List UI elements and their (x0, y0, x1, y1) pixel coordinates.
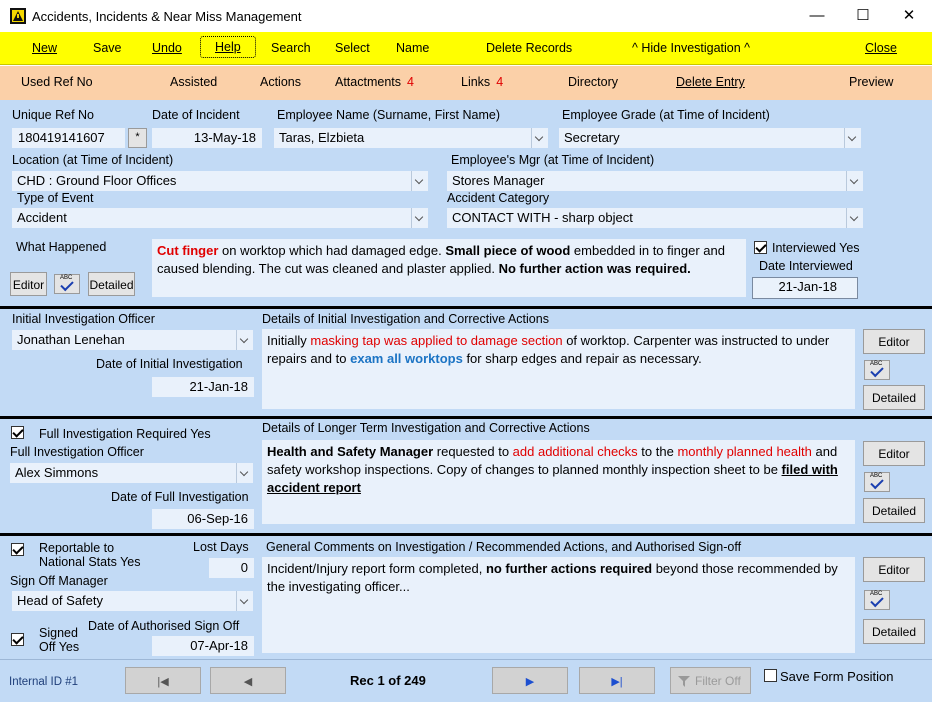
attachments-count-badge: 4 (407, 75, 414, 89)
what-happened-text: on worktop which had damaged edge. (218, 243, 446, 258)
date-of-incident-label: Date of Incident (152, 108, 240, 122)
previous-record-icon: ◀ (243, 676, 253, 688)
signed-off-label-line1: Signed (39, 626, 78, 640)
delete-entry-button[interactable]: Delete Entry (676, 75, 745, 89)
initial-officer-value: Jonathan Lenehan (17, 332, 125, 347)
directory-button[interactable]: Directory (568, 75, 619, 89)
initial-details-memo[interactable] (262, 329, 855, 409)
full-details-emphasis: filed with accident report (267, 462, 838, 495)
accident-category-label: Accident Category (447, 191, 550, 205)
chevron-down-icon[interactable] (236, 330, 253, 350)
ref-no-label: Unique Ref No (12, 108, 94, 122)
ref-no-field[interactable]: 180419141607 (12, 128, 125, 148)
full-detailed-button[interactable]: Detailed (863, 498, 925, 523)
attachments-label: Attactments (335, 75, 401, 89)
app-logo-icon (10, 8, 26, 24)
initial-details-label: Details of Initial Investigation and Corrective Actions (262, 312, 549, 326)
what-happened-detailed-button[interactable]: Detailed (88, 272, 135, 296)
initial-details-text: Initially (267, 333, 311, 348)
lost-days-label: Lost Days (193, 540, 249, 554)
signed-off-label-line2: Off Yes (39, 640, 80, 654)
reportable-label-line1: Reportable to (39, 541, 115, 555)
filter-icon (678, 675, 690, 686)
comments-bold: no further actions required (485, 561, 653, 576)
record-counter: Rec 1 of 249 (350, 673, 426, 688)
spellcheck-icon[interactable]: ABC (864, 360, 890, 380)
initial-detailed-button[interactable]: Detailed (863, 385, 925, 410)
menu-undo[interactable]: Undo (152, 41, 182, 55)
full-officer-value: Alex Simmons (15, 465, 99, 480)
accident-category-value: CONTACT WITH - sharp object (452, 210, 633, 225)
last-record-icon: ▶| (611, 676, 623, 688)
chevron-down-icon[interactable] (846, 171, 863, 191)
employee-mgr-label: Employee's Mgr (at Time of Incident) (451, 153, 655, 167)
filter-off-label: Filter Off (695, 674, 741, 688)
initial-details-text-2: of worktop. Carpenter was instructed to under repairs and to (267, 333, 830, 366)
secondary-toolbar (0, 66, 932, 100)
date-interviewed-label: Date Interviewed (759, 259, 853, 273)
accident-category-combo[interactable] (447, 208, 863, 228)
incident-details-panel (0, 100, 932, 306)
signoff-date-field[interactable]: 07-Apr-18 (152, 636, 254, 656)
full-details-text-3: and safety workshop inspections. Copy of changes to planned monthly inspection sheet to be (267, 444, 838, 477)
signoff-manager-label: Sign Off Manager (10, 574, 108, 588)
initial-officer-label: Initial Investigation Officer (12, 312, 155, 326)
previous-record-button[interactable] (210, 667, 286, 694)
full-investigation-required-label: Full Investigation Required Yes (39, 427, 211, 441)
what-happened-conclusion: No further action was required. (498, 261, 691, 276)
employee-grade-label: Employee Grade (at Time of Incident) (562, 108, 770, 122)
what-happened-bold: Small piece of wood (445, 243, 571, 258)
signed-off-checkbox[interactable] (11, 633, 24, 646)
save-form-position-checkbox[interactable] (764, 669, 777, 682)
full-officer-label: Full Investigation Officer (10, 445, 144, 459)
links-count-badge: 4 (496, 75, 504, 89)
initial-editor-button[interactable]: Editor (863, 329, 925, 354)
close-window-button[interactable]: ✕ (902, 7, 916, 24)
comments-text-2: beyond those recommended by the investigating officer... (267, 561, 838, 594)
full-officer-combo[interactable] (10, 463, 253, 483)
what-happened-label: What Happened (16, 240, 107, 254)
what-happened-highlight: Cut finger (157, 243, 219, 258)
chevron-down-icon[interactable] (236, 463, 253, 483)
full-details-bold: Health and Safety Manager (267, 444, 434, 459)
event-type-label: Type of Event (17, 191, 94, 205)
last-record-button[interactable] (579, 667, 655, 694)
initial-details-text-3: for sharp edges and repair as necessary. (462, 351, 702, 366)
first-record-icon: |◀ (157, 676, 169, 688)
next-record-icon: ▶ (525, 676, 535, 688)
minimize-button[interactable]: — (809, 7, 825, 24)
interviewed-checkbox[interactable] (754, 241, 767, 254)
spellcheck-icon[interactable]: ABC (864, 472, 890, 492)
initial-details-highlight: masking tap was applied to damage section (310, 333, 563, 348)
event-type-value: Accident (17, 210, 67, 225)
maximize-button[interactable]: ☐ (856, 7, 870, 24)
what-happened-text-2: embedded in to finger and caused blending. The cut was cleaned and plaster applied. (157, 243, 725, 276)
initial-date-label: Date of Initial Investigation (96, 357, 243, 371)
menu-select[interactable]: Select (335, 41, 370, 55)
new-ref-button[interactable]: * (128, 128, 147, 148)
employee-grade-combo[interactable] (559, 128, 861, 148)
chevron-down-icon[interactable] (411, 171, 428, 191)
next-record-button[interactable] (492, 667, 568, 694)
lost-days-field[interactable]: 0 (209, 558, 254, 578)
chevron-down-icon[interactable] (236, 591, 253, 611)
initial-officer-combo[interactable] (12, 330, 253, 350)
initial-date-field[interactable]: 21-Jan-18 (152, 377, 254, 397)
save-form-position-label: Save Form Position (780, 669, 894, 684)
actions-button[interactable]: Actions (260, 75, 301, 89)
menu-search[interactable]: Search (271, 41, 311, 55)
initial-investigation-panel (0, 309, 932, 416)
menu-save[interactable]: Save (93, 41, 122, 55)
signoff-editor-button[interactable]: Editor (863, 557, 925, 582)
menu-hide-investigation[interactable]: ^ Hide Investigation ^ (632, 41, 751, 55)
window-title: Accidents, Incidents & Near Miss Management (32, 9, 302, 24)
what-happened-memo[interactable] (152, 239, 746, 297)
full-details-highlight: add additional checks (512, 444, 638, 459)
interviewed-label: Interviewed Yes (772, 241, 860, 255)
menu-help[interactable]: Help (200, 36, 256, 58)
reportable-label-line2: National Stats Yes (39, 555, 141, 569)
menu-delete-records[interactable]: Delete Records (486, 41, 573, 55)
full-details-text-2: to the (637, 444, 678, 459)
menu-name[interactable]: Name (396, 41, 430, 55)
date-interviewed-field[interactable]: 21-Jan-18 (752, 277, 858, 299)
signoff-detailed-button[interactable]: Detailed (863, 619, 925, 644)
signoff-date-label: Date of Authorised Sign Off (88, 619, 240, 633)
internal-id-label: Internal ID #1 (9, 676, 79, 688)
full-date-field[interactable]: 06-Sep-16 (152, 509, 254, 529)
full-details-label: Details of Longer Term Investigation and Corrective Actions (262, 421, 590, 435)
spellcheck-icon[interactable]: ABC (864, 590, 890, 610)
assisted-button[interactable]: Assisted (170, 75, 218, 89)
employee-name-label: Employee Name (Surname, First Name) (277, 108, 500, 122)
full-details-text: requested to (433, 444, 513, 459)
what-happened-editor-button[interactable]: Editor (10, 272, 47, 296)
full-investigation-checkbox[interactable] (11, 426, 24, 439)
title-bar (0, 0, 932, 32)
comments-text: Incident/Injury report form completed, (267, 561, 486, 576)
full-date-label: Date of Full Investigation (111, 490, 249, 504)
links-label: Links (461, 75, 491, 89)
date-of-incident-field[interactable]: 13-May-18 (152, 128, 262, 148)
signoff-manager-combo[interactable] (12, 591, 253, 611)
employee-mgr-value: Stores Manager (452, 173, 545, 188)
full-investigation-panel (0, 419, 932, 533)
first-record-button[interactable] (125, 667, 201, 694)
chevron-down-icon[interactable] (531, 128, 548, 148)
employee-grade-value: Secretary (564, 130, 620, 145)
filter-off-button[interactable] (670, 667, 751, 694)
employee-name-combo[interactable] (274, 128, 548, 148)
full-details-highlight-2: monthly planned health (677, 444, 812, 459)
used-ref-no-button[interactable]: Used Ref No (21, 75, 93, 89)
attachments-button[interactable] (335, 75, 414, 89)
chevron-down-icon[interactable] (846, 208, 863, 228)
chevron-down-icon[interactable] (411, 208, 428, 228)
initial-details-emphasis: exam all worktops (350, 351, 463, 366)
employee-name-value: Taras, Elzbieta (279, 130, 365, 145)
menu-new[interactable]: New (32, 41, 58, 55)
links-button[interactable] (461, 75, 503, 89)
spellcheck-icon[interactable]: ABC (54, 274, 80, 294)
signoff-manager-value: Head of Safety (17, 593, 103, 608)
full-editor-button[interactable]: Editor (863, 441, 925, 466)
employee-mgr-combo[interactable] (447, 171, 863, 191)
event-type-combo[interactable] (12, 208, 428, 228)
location-combo[interactable] (12, 171, 428, 191)
location-label: Location (at Time of Incident) (12, 153, 174, 167)
chevron-down-icon[interactable] (844, 128, 861, 148)
menu-close[interactable]: Close (865, 41, 897, 55)
full-details-memo[interactable] (262, 440, 855, 524)
comments-label: General Comments on Investigation / Recommended Actions, and Authorised Sign-off (266, 540, 742, 554)
comments-memo[interactable] (262, 557, 855, 653)
signoff-panel (0, 536, 932, 659)
reportable-checkbox[interactable] (11, 543, 24, 556)
menu-bar (0, 32, 932, 65)
location-value: CHD : Ground Floor Offices (17, 173, 177, 188)
preview-button[interactable]: Preview (849, 75, 894, 89)
